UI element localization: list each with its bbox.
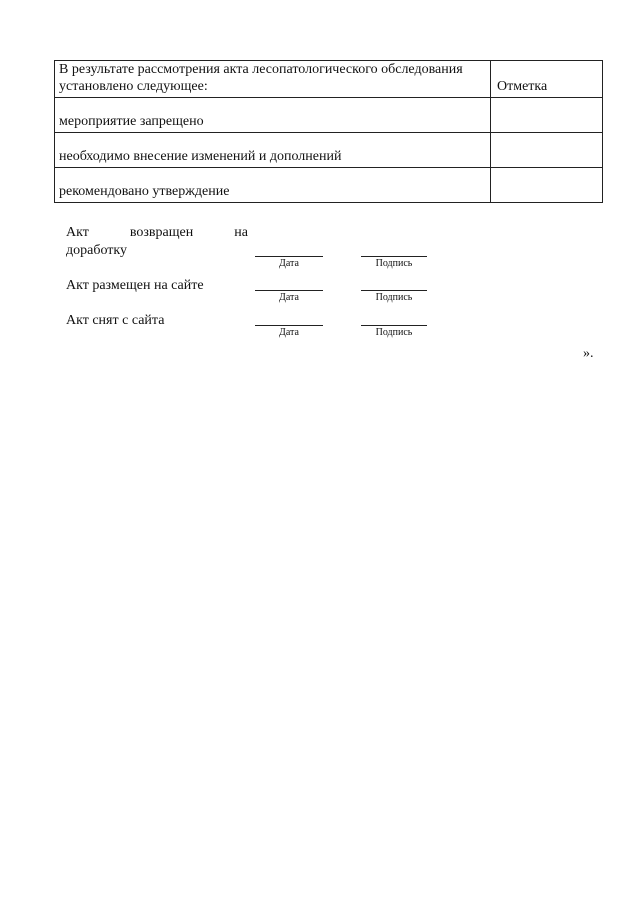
act-removed-label: Акт снят с сайта (66, 313, 165, 328)
table-row-mark-cell[interactable] (491, 133, 603, 168)
table-header-mark: Отметка (491, 61, 603, 98)
table-row (55, 168, 603, 203)
act-returned-word-2: возвращен (129, 225, 194, 240)
act-posted-label: Акт размещен на сайте (66, 278, 204, 293)
table-row-mark-cell[interactable] (491, 168, 603, 203)
review-table (54, 60, 603, 203)
table-row-text: необходимо внесение изменений и дополнений (55, 133, 491, 168)
signature-caption: Подпись (375, 327, 413, 338)
table-row-text: мероприятие запрещено (55, 98, 491, 133)
signature-line[interactable] (361, 290, 427, 302)
signature-caption: Подпись (375, 258, 413, 269)
table-row-text: рекомендовано утверждение (55, 168, 491, 203)
signature-line[interactable] (361, 256, 427, 268)
date-caption: Дата (279, 292, 299, 303)
date-caption: Дата (279, 258, 299, 269)
signature-caption: Подпись (375, 292, 413, 303)
table-row (55, 98, 603, 133)
date-line[interactable] (255, 325, 323, 337)
act-returned-line-2: доработку (66, 243, 127, 258)
closing-quote: ». (583, 346, 594, 361)
date-line[interactable] (255, 290, 323, 302)
date-caption: Дата (279, 327, 299, 338)
act-returned-word-1: Акт (66, 225, 89, 240)
act-returned-word-3: на (234, 225, 248, 240)
date-line[interactable] (255, 256, 323, 268)
act-returned-label (66, 224, 248, 260)
table-header-text: В результате рассмотрения акта лесопатологического обследования установлено следующее: (55, 61, 491, 98)
table-row (55, 133, 603, 168)
table-row-mark-cell[interactable] (491, 98, 603, 133)
signature-line[interactable] (361, 325, 427, 337)
table-header-row (55, 61, 603, 98)
